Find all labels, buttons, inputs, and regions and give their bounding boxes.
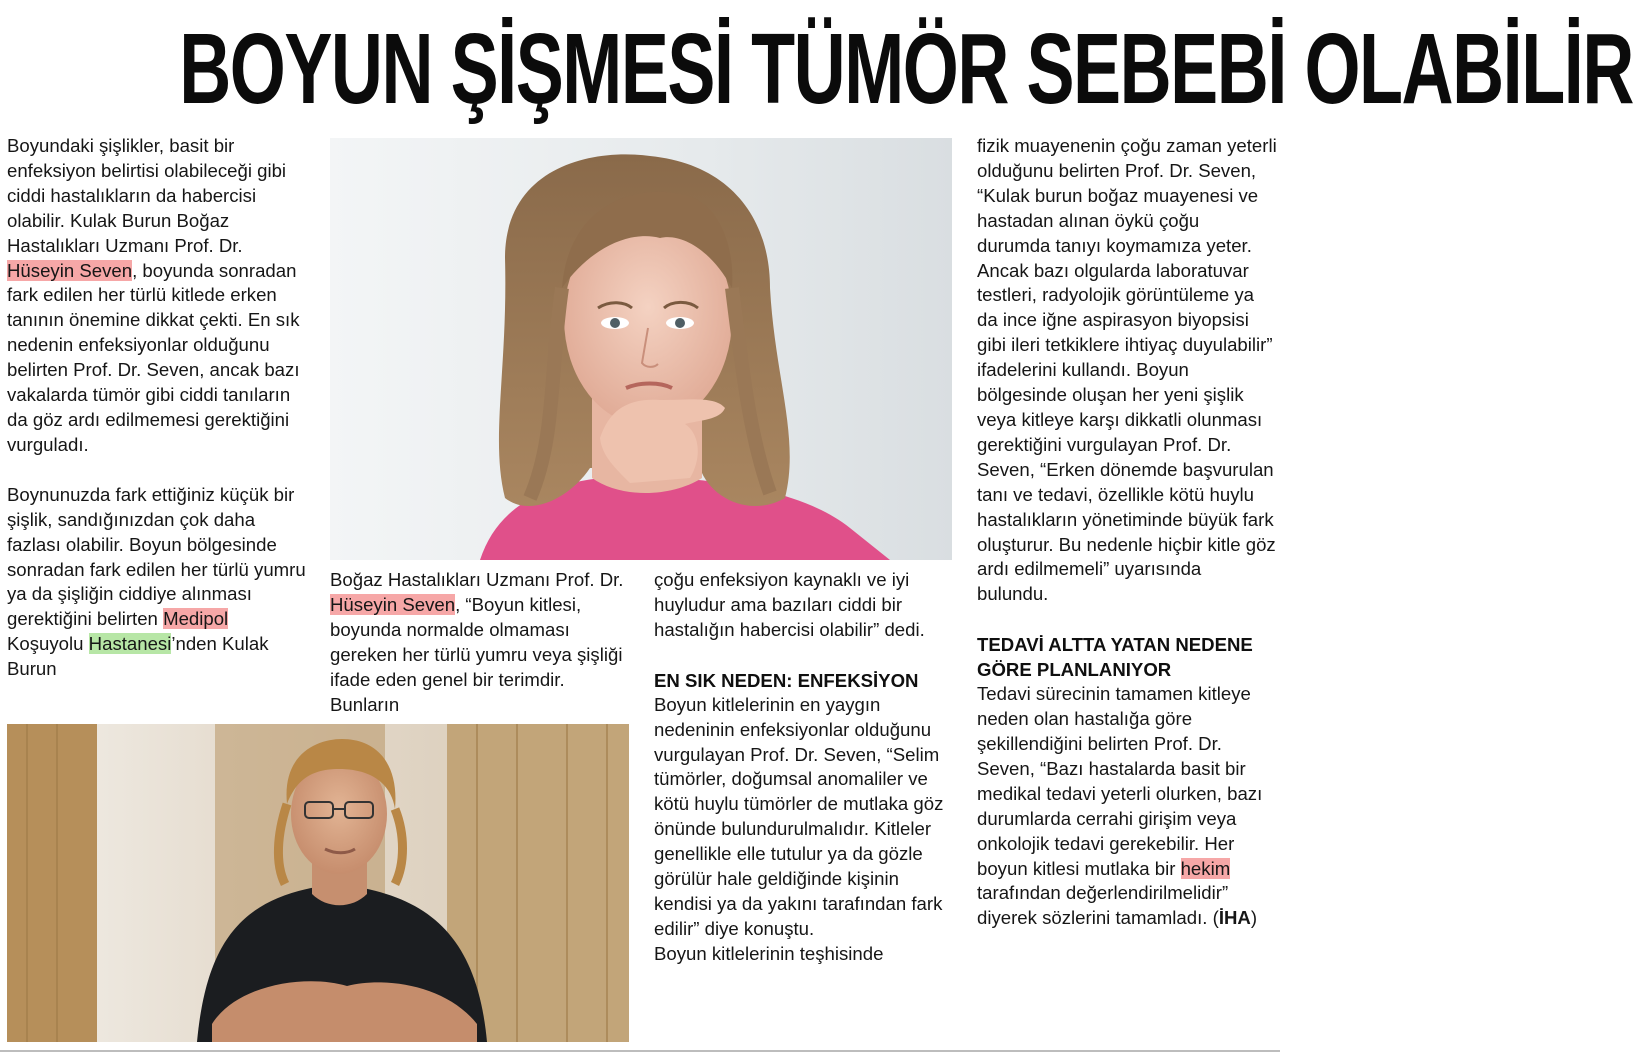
col3-paragraph-2: Boyun kitlelerinin en yaygın nedeninin enfeksiyonlar olduğunu vurgulayan Prof. Dr. Seven, “Selim tümörler, doğumsal anomaliler ve kötü huylu tümörler de mutlaka göz önünde bulundurulmalıdır. Kitleler genellikle elle tutulur ya da gözle görülür hale geldiğinde kişinin kendisi ya da yakını tarafından fark edilir” diye konuştu. [654,693,944,939]
column-3 [654,568,954,967]
column-4 [977,134,1277,931]
woman-photo [330,138,952,560]
doctor-illustration [7,724,629,1042]
highlight-name: Hüseyin Seven [330,593,456,615]
text-run: Boğaz Hastalıkları Uzmanı Prof. Dr. [330,569,624,590]
text-run: tarafından değerlendirilmelidir” diyerek sözlerini tamamladı. ( [977,882,1229,929]
col4-paragraph-2 [977,682,1277,931]
headline: BOYUN ŞİŞMESİ TÜMÖR SEBEBİ OLABİLİR [179,13,1633,125]
col3-heading: EN SIK NEDEN: ENFEKSİYON [654,669,919,691]
text-run: Tedavi sürecinin tamamen kitleye neden olan hastalığa göre şekillendiğini belirten Prof. Dr. Seven, “Bazı hastalarda basit bir medikal tedavi yeterli olurken, bazı durumlarda cerrahi girişim veya onkolojik tedavi gerekebilir. Her boyun kitlesi mutlaka bir [977,683,1263,879]
highlight-medipol: Medipol [163,608,229,630]
source-iha: İHA [1218,907,1251,929]
text-run: Boynunuzda fark ettiğiniz küçük bir şişlik, sandığınızdan çok daha fazlası olabilir. Boyun bölgesinde sonradan fark edilen her türlü yumru ya da şişliğin ciddiye alınması gerektiğini belirten [7,483,306,630]
highlight-hekim: hekim [1180,857,1231,879]
highlight-name: Hüseyin Seven [7,259,133,281]
text-run: Boyundaki şişlikler, basit bir enfeksiyon belirtisi olabileceği gibi ciddi hastalıkların da habercisi olabilir. Kulak Burun Boğaz Hastalıkları Uzmanı Prof. Dr. [7,135,287,256]
text-run: , boyunda sonradan fark edilen her türlü kitlede erken tanının önemine dikkat çekti. En sık nedenin enfeksiyonlar olduğunu belirten Prof. Dr. Seven, ancak bazı vakalarda tümör gibi ciddi tanıların da göz ardı edilmemesi gerektiğini vurguladı. [7,259,300,455]
col2-paragraph [330,568,635,717]
text-run: ’nden Kulak Burun [7,633,269,680]
col4-heading: TEDAVİ ALTTA YATAN NEDENE GÖRE PLANLANIYOR [977,634,1253,681]
text-run: ) [1250,907,1258,929]
col1-paragraph-2 [7,483,307,682]
col3-paragraph-3: Boyun kitlelerinin teşhisinde [654,942,884,964]
woman-illustration [330,138,952,560]
column-2 [330,568,635,717]
text-run: Koşuyolu [7,633,89,655]
text-run: , “Boyun kitlesi, boyunda normalde olmaması gereken her türlü yumru veya şişliği ifade eden genel bir terimdir. Bunların [330,593,623,715]
col4-paragraph-1: fizik muayenenin çoğu zaman yeterli olduğunu belirten Prof. Dr. Seven, “Kulak burun boğaz muayenesi ve hastadan alınan öykü çoğu durumda tanıyı koymamıza yeter. Ancak bazı olgularda laboratuvar testleri, radyolojik görüntüleme ya da ince iğne aspirasyon biyopsisi gibi ileri tetkiklere ihtiyaç duyulabilir” ifadelerini kullandı. Boyun bölgesinde oluşan her yeni şişlik veya kitleye karşı dikkatli olunması gerektiğini vurgulayan Prof. Dr. Seven, “Erken dönemde başvurulan tanı ve tedavi, özellikle kötü huylu hastalıkların yönetiminde büyük fark oluşturur. Bu nedenle hiçbir kitle göz ardı edilmemeli” uyarısında bulundu. [977,135,1277,605]
column-1 [7,134,307,682]
highlight-hastanesi: Hastanesi [88,633,172,655]
bottom-rule [0,1050,1280,1052]
doctor-photo [7,724,629,1042]
col1-paragraph-1 [7,134,307,458]
col3-paragraph-1: çoğu enfeksiyon kaynaklı ve iyi huyludur ama bazıları ciddi bir hastalığın habercisi olabilir” dedi. [654,569,925,640]
